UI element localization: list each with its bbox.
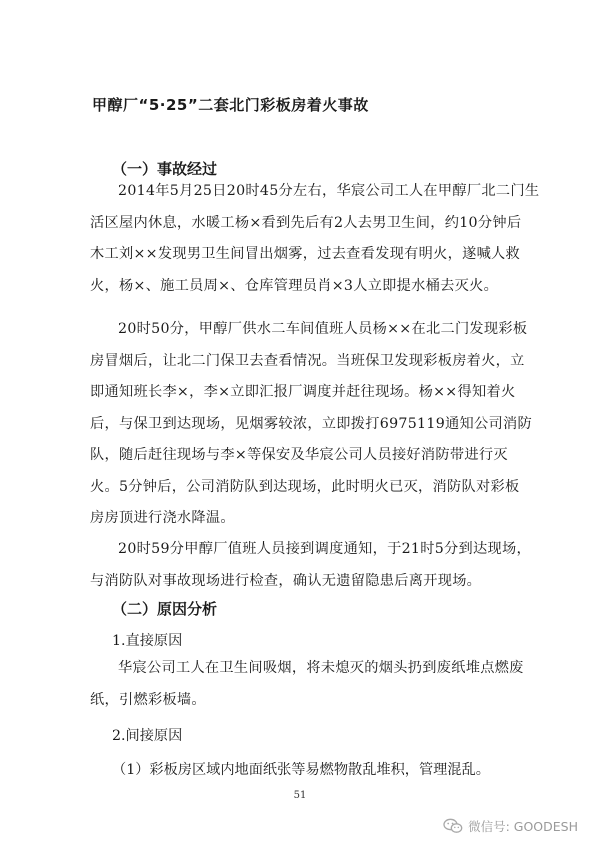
- text-line: 房冒烟后，让北二门保卫去查看情况。当班保卫发现彩板房着火，立: [90, 352, 525, 369]
- text-line: 活区屋内休息，水暖工杨×看到先后有2人去男卫生间，约10分钟后: [90, 214, 522, 231]
- text-line: 木工刘××发现男卫生间冒出烟雾，过去查看发现有明火，遂喊人救: [90, 246, 521, 262]
- text-line: 后，与保卫到达现场，见烟雾较浓，立即拨打6975119通知公司消防: [90, 415, 532, 432]
- direct-cause-label: 1.直接原因: [112, 633, 183, 649]
- wechat-watermark: [443, 817, 578, 835]
- text-line: 华宸公司工人在卫生间吸烟，将未熄灭的烟头扔到废纸堆点燃废: [118, 660, 524, 676]
- text-line: 队，随后赶往现场与李×等保安及华宸公司人员接好消防带进行灭: [90, 447, 508, 463]
- section-heading-cause-analysis: （二）原因分析: [112, 600, 218, 618]
- text-line: 20时59分甲醇厂值班人员接到调度通知，于21时5分到达现场，: [118, 541, 531, 557]
- section-heading-accident-process: （一）事故经过: [112, 160, 218, 178]
- text-line: 火，杨×、施工员周×、仓库管理员肖×3人立即提水桶去灭火。: [90, 277, 499, 294]
- wechat-icon: [443, 818, 463, 834]
- text-line: 2014年5月25日20时45分左右，华宸公司工人在甲醇厂北二门生: [118, 183, 540, 199]
- page-number: 51: [293, 790, 307, 801]
- text-line: 即通知班长李×，李×立即汇报厂调度并赶往现场。杨××得知着火: [90, 384, 516, 400]
- text-line: 纸，引燃彩板墙。: [90, 691, 206, 708]
- text-line: 火。5分钟后，公司消防队到达现场，此时明火已灭，消防队对彩板: [90, 478, 520, 495]
- text-line: 房房顶进行浇水降温。: [90, 510, 235, 526]
- text-line: 与消防队对事故现场进行检查，确认无遗留隐患后离开现场。: [90, 572, 482, 589]
- paragraph-direct-cause: [90, 653, 524, 716]
- indirect-cause-label: 2.间接原因: [112, 728, 183, 744]
- paragraph-fire-response: [90, 314, 532, 535]
- indirect-cause-item-1: （1）彩板房区域内地面纸张等易燃物散乱堆积，管理混乱。: [112, 762, 490, 778]
- watermark-text: 微信号: GOODESH: [468, 819, 578, 834]
- paragraph-site-inspection: [90, 534, 531, 597]
- document-title: 甲醇厂“5·25”二套北门彩板房着火事故: [92, 96, 369, 114]
- text-line: 20时50分，甲醇厂供水二车间值班人员杨××在北二门发现彩板: [118, 321, 528, 337]
- paragraph-accident-start: [90, 176, 540, 302]
